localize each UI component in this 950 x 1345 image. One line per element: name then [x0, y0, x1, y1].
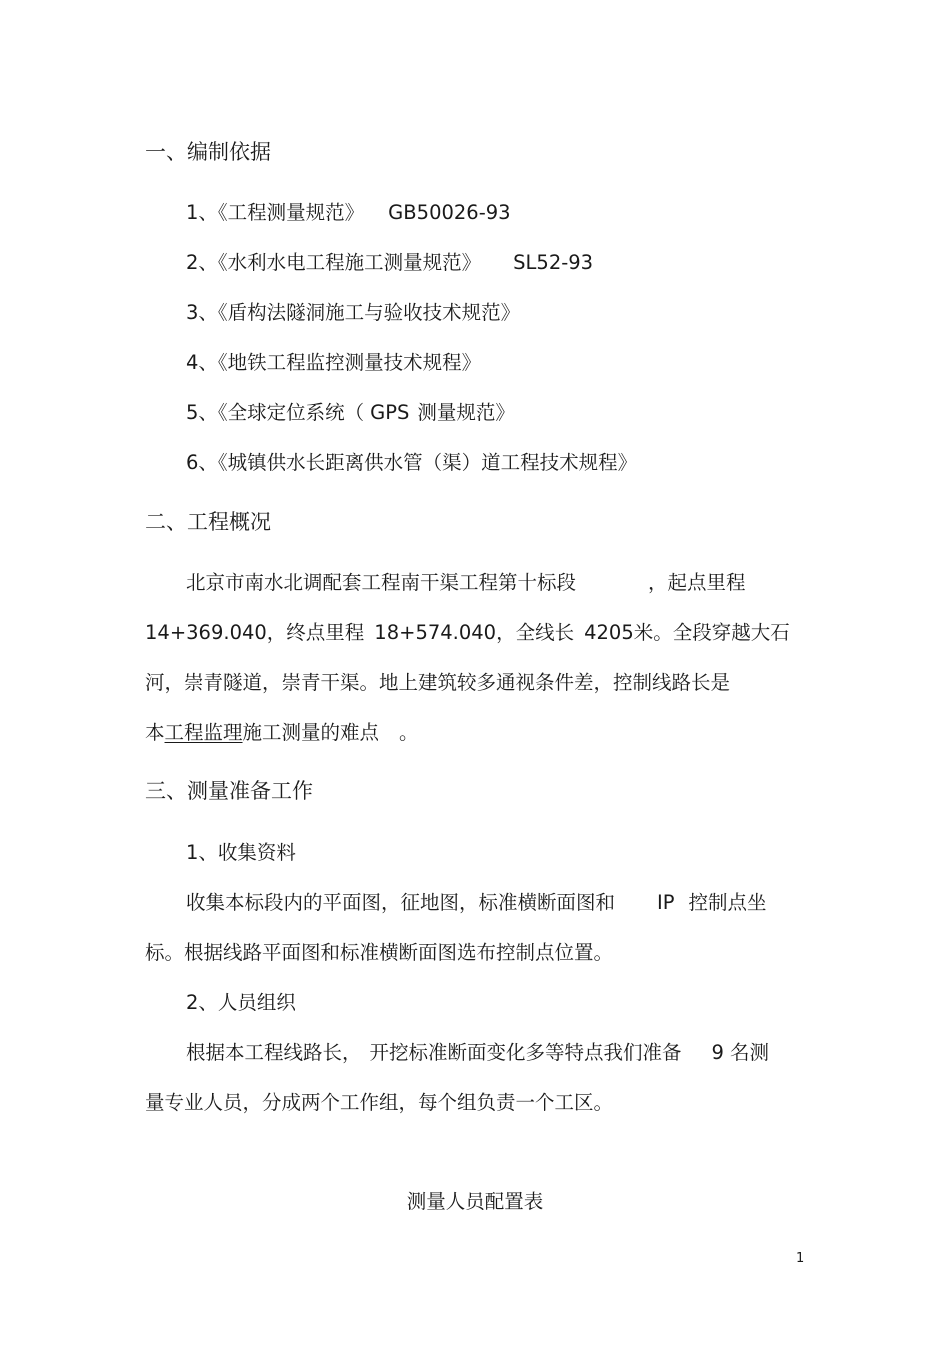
- reference-title: 5、《全球定位系统（: [186, 401, 365, 424]
- section-heading-1: 一、编制依据: [145, 140, 271, 164]
- overview-line-3: 河，崇青隧道，崇青干渠。地上建筑较多通视条件差，控制线路长是: [145, 671, 731, 694]
- overview-line-1: 北京市南水北调配套工程南干渠工程第十标段 ，起点里程: [186, 571, 746, 594]
- collect-line-1: 收集本标段内的平面图，征地图，标准横断面图和 IP 控制点坐: [186, 891, 767, 914]
- staff-line-2: 量专业人员，分成两个工作组，每个组负责一个工区。: [145, 1091, 614, 1114]
- reference-item-4: [186, 350, 481, 376]
- section-heading-2: 二、工程概况: [145, 510, 271, 534]
- reference-item-2: [186, 250, 593, 276]
- reference-item-3: [186, 300, 520, 326]
- reference-title: 3、《盾构法隧洞施工与验收技术规范》: [186, 301, 521, 324]
- reference-title: 4、《地铁工程监控测量技术规程》: [186, 351, 482, 374]
- reference-title: 2、《水利水电工程施工测量规范》: [186, 251, 482, 274]
- reference-title: 1、《工程测量规范》: [186, 201, 365, 224]
- staff-line-1: 根据本工程线路长， 开挖标准断面变化多等特点我们准备 9 名测: [186, 1041, 769, 1064]
- table-title: 测量人员配置表: [406, 1190, 544, 1213]
- page-number: 1: [796, 1251, 805, 1266]
- reference-item-6: [186, 450, 637, 476]
- overview-line-4: 本工程监理施工测量的难点 。: [145, 721, 419, 744]
- underlined-text: 工程监理: [164, 721, 243, 744]
- reference-code: GPS: [370, 401, 410, 424]
- subsection-title-2: 2、人员组织: [186, 991, 296, 1014]
- reference-code: GB50026-93: [388, 201, 511, 224]
- reference-code: SL52-93: [513, 251, 594, 274]
- subsection-title-1: 1、收集资料: [186, 841, 296, 864]
- reference-item-1: [186, 200, 511, 226]
- reference-item-5: [186, 400, 515, 426]
- collect-line-2: 标。根据线路平面图和标准横断面图选布控制点位置。: [145, 941, 614, 964]
- reference-suffix: 测量规范》: [417, 401, 515, 424]
- section-heading-3: 三、测量准备工作: [145, 779, 313, 803]
- overview-line-2: 14+369.040，终点里程 18+574.040，全线长 4205米。全段穿越大石: [145, 621, 790, 644]
- reference-title: 6、《城镇供水长距离供水管（渠）道工程技术规程》: [186, 451, 638, 474]
